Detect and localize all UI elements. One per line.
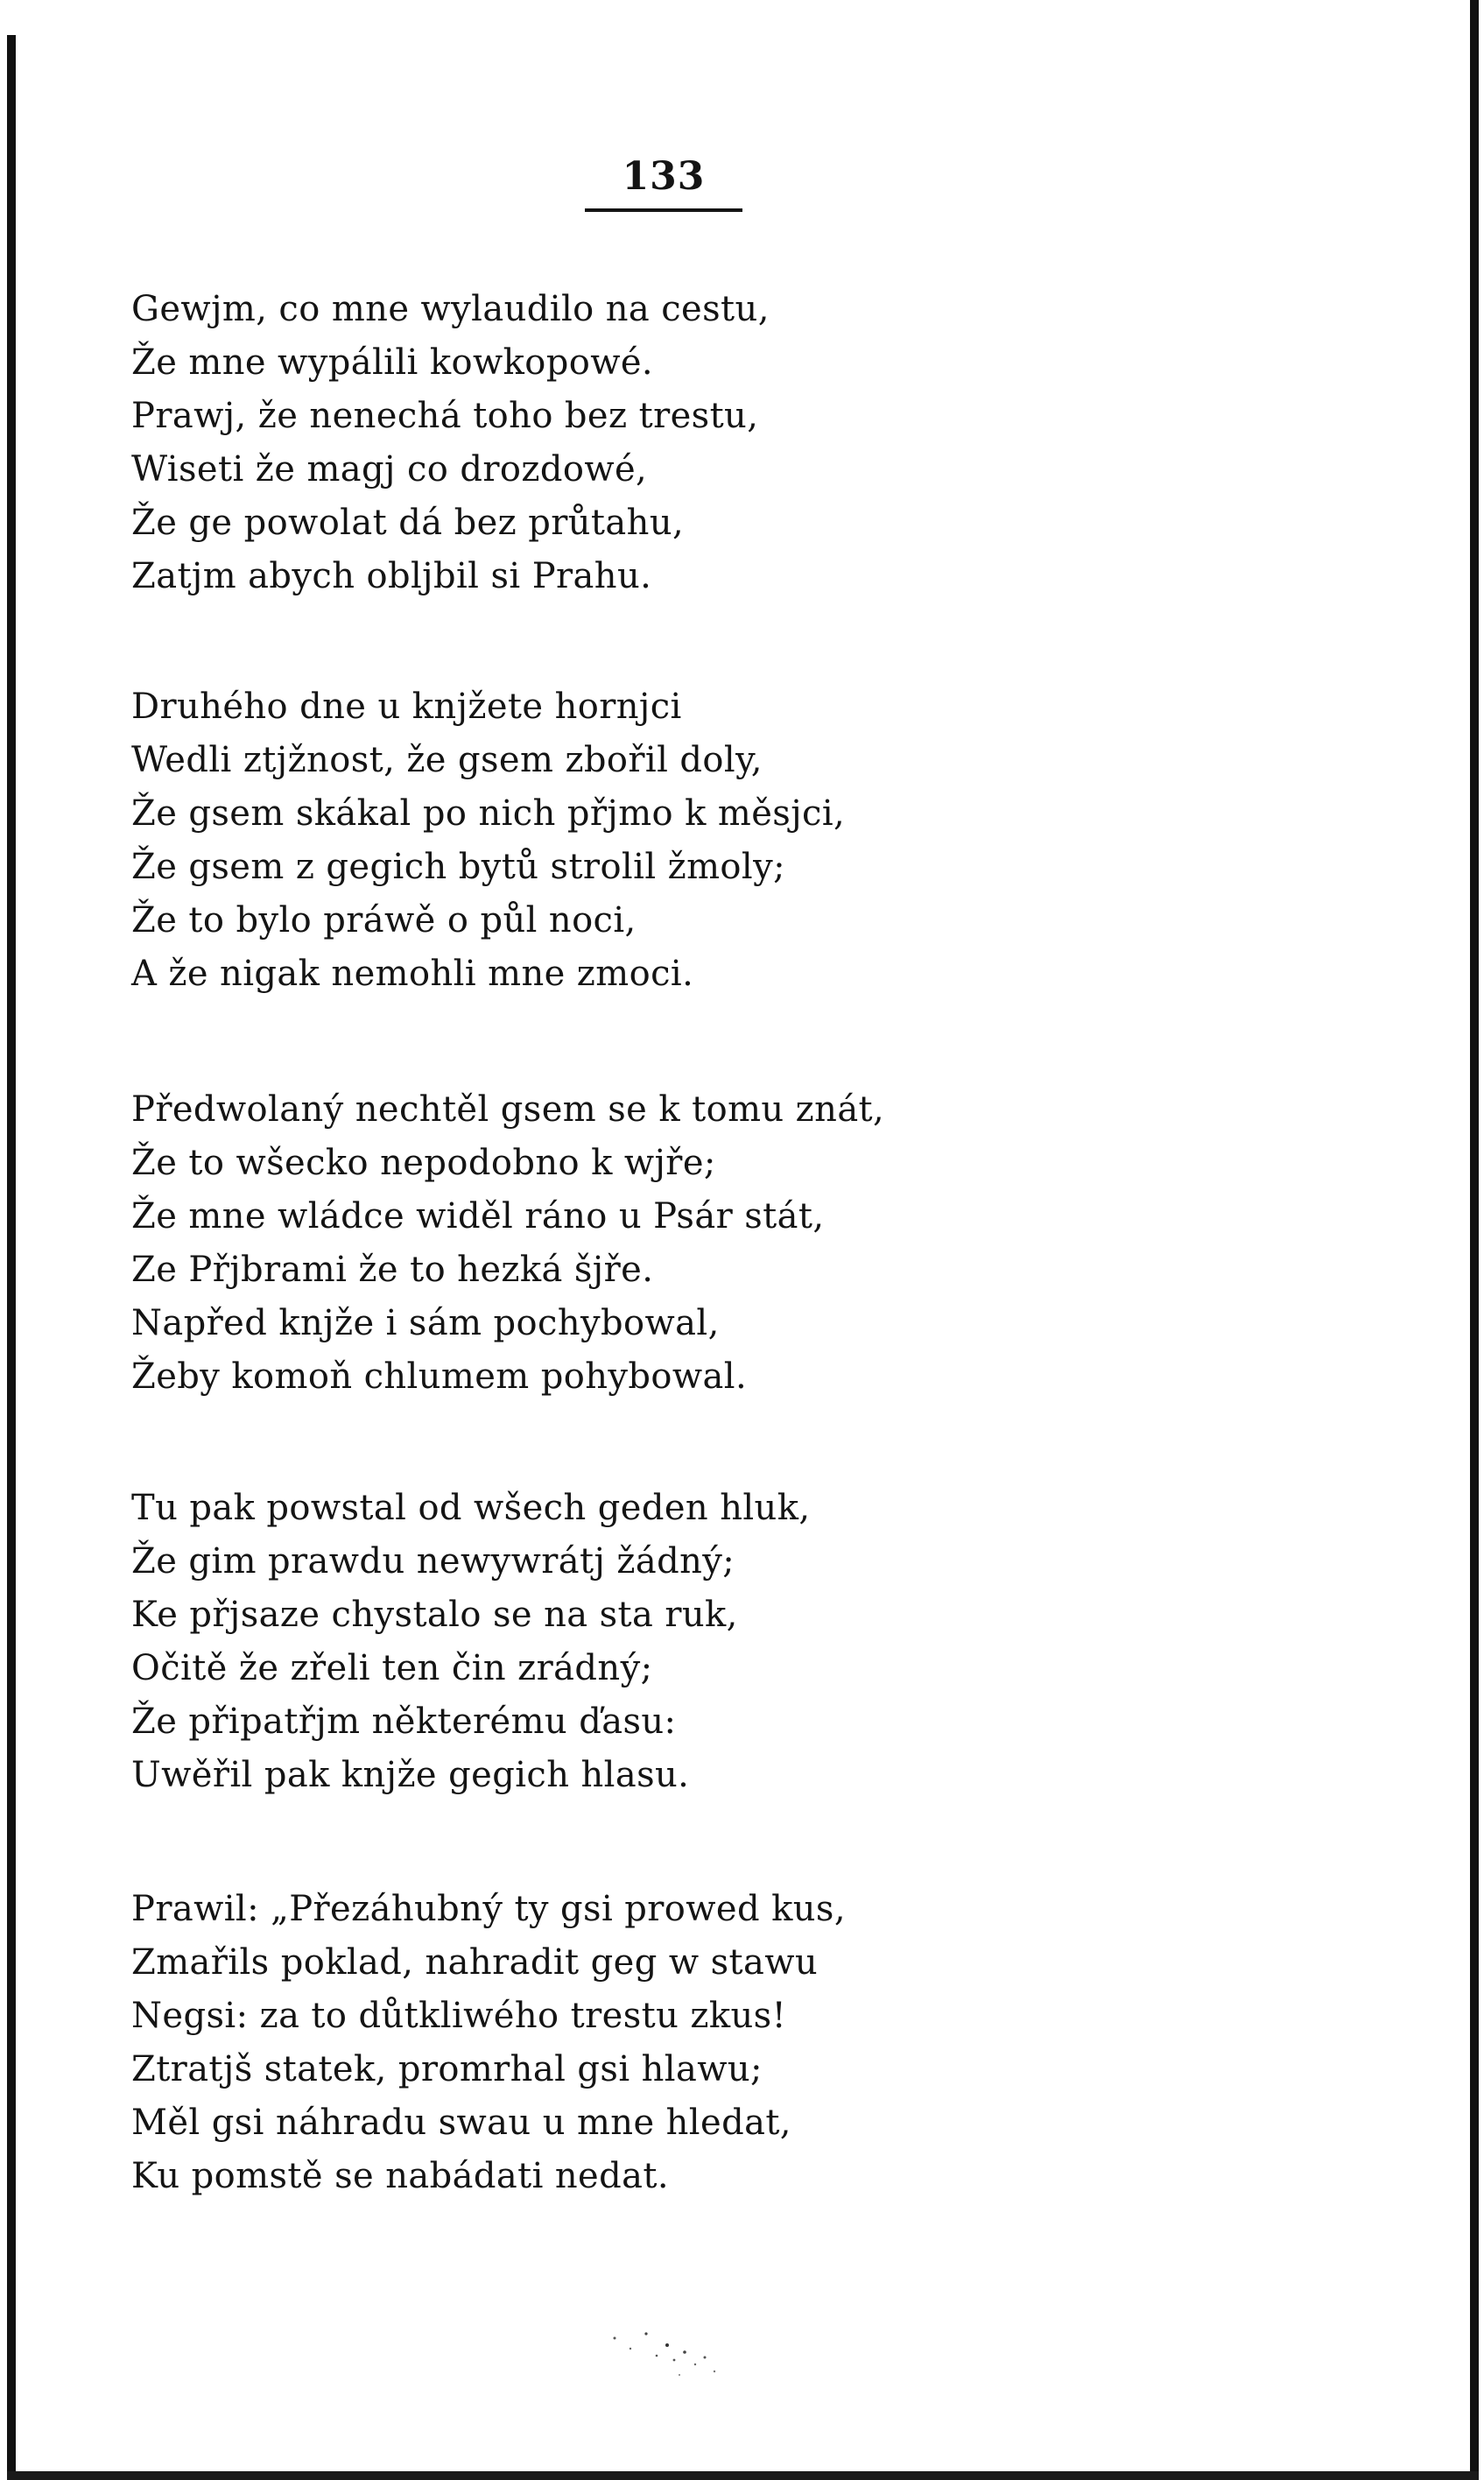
- verse-line: Prawj, že nenechá toho bez trestu,: [131, 396, 759, 436]
- stanza: [131, 1083, 1007, 1404]
- verse-line: Měl gsi náhradu swau u mne hledat,: [131, 2103, 791, 2143]
- verse-line: Ztratjš statek, promrhal gsi hlawu;: [131, 2049, 763, 2089]
- verse-line: Prawil: „Přezáhubný ty gsi prowed kus,: [131, 1889, 846, 1929]
- verse-line: Tu pak powstal od wšech geden hluk,: [131, 1488, 811, 1528]
- verse-line: Že gsem skákal po nich přjmo k měsjci,: [131, 793, 846, 834]
- verse-line: Že mne wypálili kowkopowé.: [131, 342, 654, 383]
- verse-line: Že gsem z gegich bytů strolil žmoly;: [131, 847, 785, 887]
- verse-line: Že ge powolat dá bez průtahu,: [131, 503, 685, 543]
- page-left-edge: [7, 35, 16, 2480]
- verse-line: Ku pomstě se nabádati nedat.: [131, 2156, 669, 2196]
- verse-line: Že připatřjm některému ďasu:: [131, 1701, 677, 1742]
- verse-line: Zmařils poklad, nahradit geg w stawu: [131, 1942, 819, 1983]
- stanza: [131, 680, 1007, 1001]
- page-right-edge: [1470, 0, 1479, 2480]
- verse-line: Ze Přjbrami že to hezká šjře.: [131, 1250, 654, 1290]
- verse-line: Zatjm abych obljbil si Prahu.: [131, 556, 652, 596]
- verse-line: Uwěřil pak knjže gegich hlasu.: [131, 1755, 690, 1795]
- ink-specks: [604, 2321, 735, 2391]
- verse-line: Žeby komoň chlumem pohybowal.: [131, 1356, 748, 1397]
- stanza: [131, 1482, 1007, 1802]
- verse-line: Gewjm, co mne wylaudilo na cestu,: [131, 289, 770, 329]
- verse-line: A že nigak nemohli mne zmoci.: [131, 954, 694, 994]
- verse-line: Wedli ztjžnost, že gsem zbořil doly,: [131, 740, 763, 780]
- verse-line: Že mne wládce widěl ráno u Psár stát,: [131, 1196, 825, 1236]
- verse-line: Wiseti že magj co drozdowé,: [131, 449, 648, 490]
- page-bottom-edge: [7, 2471, 1479, 2480]
- verse-line: Předwolaný nechtěl gsem se k tomu znát,: [131, 1089, 885, 1130]
- verse-line: Že gim prawdu newywrátj žádný;: [131, 1541, 735, 1582]
- stanza: [131, 1883, 1007, 2203]
- verse-line: Že to wšecko nepodobno k wjře;: [131, 1143, 716, 1183]
- verse-line: Napřed knjže i sám pochybowal,: [131, 1303, 720, 1343]
- verse-line: Očitě že zřeli ten čin zrádný;: [131, 1648, 653, 1688]
- stanza: [131, 283, 1007, 603]
- verse-line: Ke přjsaze chystalo se na sta ruk,: [131, 1595, 738, 1635]
- verse-line: Negsi: za to důtkliwého trestu zkus!: [131, 1996, 787, 2036]
- verse-line: Že to bylo práwě o půl noci,: [131, 900, 637, 941]
- verse-line: Druhého dne u knjžete hornjci: [131, 687, 682, 727]
- page-top-margin: [0, 0, 1484, 11]
- page-number-rule: [585, 208, 742, 212]
- page-number: 133: [622, 154, 706, 199]
